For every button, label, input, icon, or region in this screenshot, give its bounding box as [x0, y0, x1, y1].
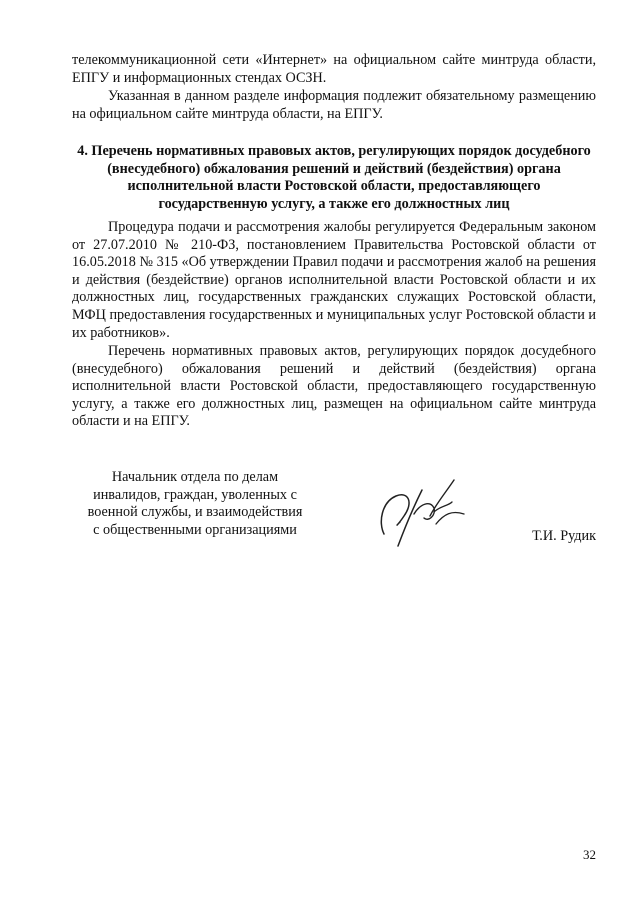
intro-paragraph-continuation: телекоммуникационной сети «Интернет» на официальном сайте минтруда области, ЕПГУ и информационных стендах ОСЗН.: [72, 52, 596, 86]
signatory-title-line: инвалидов, граждан, уволенных с: [93, 486, 297, 503]
signatory-title-line: Начальник отдела по делам: [111, 469, 279, 485]
page-number: 32: [583, 847, 596, 862]
complaint-procedure-paragraph: Процедура подачи и рассмотрения жалобы регулируется Федеральным законом от 27.07.2010 № 210-ФЗ, постановлением Правительства Ростовской области от 16.05.2018 № 315 «Об утверждении Правил подачи и рассмотрения жалоб на решения и действия (бездействие) органов исполнительной власти Ростовской области и их должностных лиц, государственных гражданских служащих Ростовской области, МФЦ предоставления государственных и муниципальных услуг Ростовской области и их работников».: [72, 219, 596, 341]
signatory-title: [60, 469, 330, 539]
section-heading: 4. Перечень нормативных правовых актов, регулирующих порядок досудебного (внесудебного) обжалования решений и действий (бездействия) органа исполнительной власти Ростовской области, предоставляющего государственную услугу, а также его должностных лиц: [77, 143, 591, 212]
signatory-title-line: военной службы, и взаимодействия: [87, 504, 303, 521]
signatory-name: Т.И. Рудик: [532, 528, 596, 544]
signatory-title-line: с общественными организациями: [93, 521, 297, 538]
legal-acts-list-paragraph: Перечень нормативных правовых актов, регулирующих порядок досудебного (внесудебного) обжалования решений и действий (бездействия) органа исполнительной власти Ростовской области, предоставляющего государственную услугу, а также его должностных лиц, размещен на официальном сайте минтруда области и на ЕПГУ.: [72, 343, 596, 430]
handwritten-signature: [374, 476, 468, 550]
intro-paragraph-publication: Указанная в данном разделе информация подлежит обязательному размещению на официальном сайте минтруда области, на ЕПГУ.: [72, 88, 596, 122]
